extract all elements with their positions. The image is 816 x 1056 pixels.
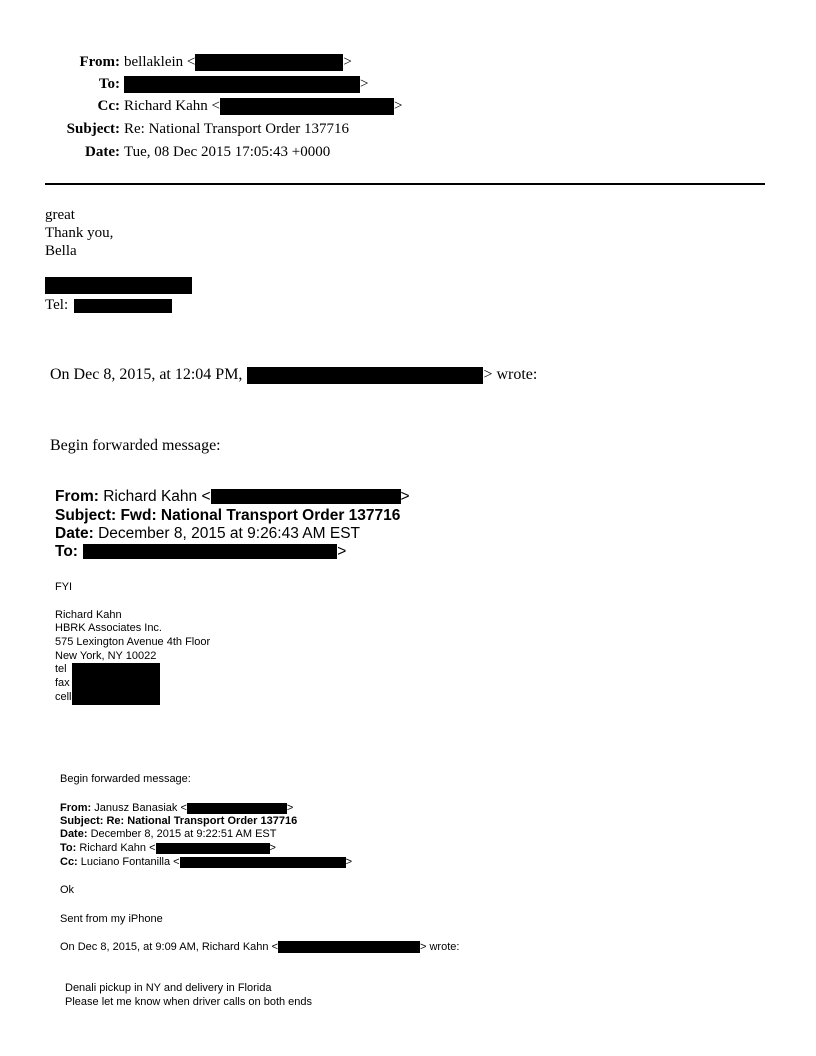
redacted-block: [180, 857, 346, 868]
date-value: Tue, 08 Dec 2015 17:05:43 +0000: [124, 144, 331, 160]
quote-prefix: On Dec 8, 2015, at 12:04 PM,: [50, 366, 243, 383]
fwd2-quote-suffix: > wrote:: [420, 941, 460, 953]
redacted-block: [124, 76, 360, 93]
redacted-block: [247, 367, 483, 384]
fwd2-to-value: Richard Kahn <: [79, 842, 156, 854]
reply-tel-line: [45, 296, 172, 314]
fwd2-message-line-2: Please let me know when driver calls on both ends: [65, 996, 313, 1008]
redacted-block: [83, 544, 337, 559]
begin-forwarded-message-1: Begin forwarded message:: [50, 437, 221, 454]
fwd1-subject-value: Fwd: National Transport Order 137716: [120, 507, 401, 524]
fwd2-subject-value: Re: National Transport Order 137716: [106, 815, 298, 827]
from-label: From:: [79, 54, 120, 70]
fwd2-date-label: Date:: [60, 828, 88, 840]
quote-attribution-1: [50, 366, 537, 384]
sig-address-1: 575 Lexington Avenue 4th Floor: [55, 636, 211, 648]
to-close: >: [360, 76, 369, 92]
fwd2-message-line-1: Denali pickup in NY and delivery in Florida: [65, 982, 272, 994]
fwd1-to: [55, 543, 346, 561]
fwd2-from-value: Janusz Banasiak <: [94, 802, 187, 814]
fwd1-from-value: Richard Kahn <: [103, 488, 211, 505]
redacted-block: [220, 98, 394, 115]
cc-label: Cc:: [97, 98, 120, 114]
fwd2-date-value: December 8, 2015 at 9:22:51 AM EST: [90, 828, 277, 840]
redacted-signature-block: [45, 277, 192, 294]
quote-suffix: > wrote:: [483, 366, 538, 383]
subject-label: Subject:: [66, 121, 120, 137]
fwd2-subject-label: Subject:: [60, 815, 104, 827]
cc-close: >: [393, 98, 403, 114]
sig-name: Richard Kahn: [55, 609, 122, 621]
header-divider: [45, 183, 765, 185]
redacted-block: [187, 803, 287, 814]
date-label: Date:: [85, 144, 120, 160]
fwd2-date: [60, 828, 276, 841]
sig-address-2: New York, NY 10022: [55, 650, 157, 662]
redacted-block: [195, 54, 343, 71]
fwd2-from-close: >: [286, 802, 294, 814]
tel-label: Tel:: [45, 297, 69, 313]
fwd1-fyi: FYI: [55, 581, 73, 593]
fwd1-subject-label: Subject:: [55, 507, 117, 524]
email-header-from: [0, 51, 352, 73]
from-value: bellaklein <: [124, 54, 196, 70]
fwd1-from: [55, 488, 410, 506]
fwd1-date: [55, 525, 360, 543]
from-close: >: [343, 54, 352, 70]
fwd2-subject: [60, 815, 297, 828]
begin-forwarded-message-2: Begin forwarded message:: [60, 773, 191, 785]
fwd1-from-close: >: [400, 488, 410, 505]
email-header-cc: [0, 95, 402, 117]
fwd1-to-close: >: [337, 543, 347, 560]
redacted-block: [74, 299, 172, 313]
fwd2-cc-value: Luciano Fontanilla <: [80, 856, 180, 868]
redacted-block: [211, 489, 401, 504]
fwd1-subject: [55, 507, 400, 525]
fwd1-to-label: To:: [55, 543, 78, 560]
reply-line-2: Thank you,: [45, 225, 114, 241]
redacted-block: [278, 941, 420, 953]
sig-fax: fax: [55, 677, 70, 689]
fwd2-sent-from: Sent from my iPhone: [60, 913, 163, 925]
email-header-date: [0, 141, 330, 163]
reply-line-1: great: [45, 207, 75, 223]
fwd2-to-label: To:: [60, 842, 77, 854]
email-header-to: [0, 73, 368, 95]
fwd2-quote-attribution: [60, 941, 459, 954]
fwd1-date-label: Date:: [55, 525, 94, 542]
fwd1-date-value: December 8, 2015 at 9:26:43 AM EST: [98, 525, 361, 542]
redacted-phone-block: [72, 663, 160, 705]
fwd1-from-label: From:: [55, 488, 99, 505]
fwd2-cc-label: Cc:: [60, 856, 78, 868]
fwd2-quote-prefix: On Dec 8, 2015, at 9:09 AM, Richard Kahn <: [60, 941, 278, 953]
fwd2-cc: [60, 856, 352, 869]
redacted-block: [156, 843, 270, 854]
email-header-subject: [0, 118, 349, 140]
fwd2-to-close: >: [269, 842, 276, 854]
sig-company: HBRK Associates Inc.: [55, 622, 162, 634]
sig-cell: cell: [55, 691, 72, 703]
sig-tel: tel: [55, 663, 67, 675]
fwd2-to: [60, 842, 276, 855]
reply-line-3: Bella: [45, 243, 77, 259]
fwd2-ok: Ok: [60, 884, 75, 896]
fwd2-from: [60, 802, 293, 815]
cc-value: Richard Kahn <: [124, 98, 220, 114]
fwd2-cc-close: >: [345, 856, 352, 868]
fwd2-from-label: From:: [60, 802, 92, 814]
subject-value: Re: National Transport Order 137716: [124, 121, 349, 137]
to-label: To:: [98, 76, 120, 92]
